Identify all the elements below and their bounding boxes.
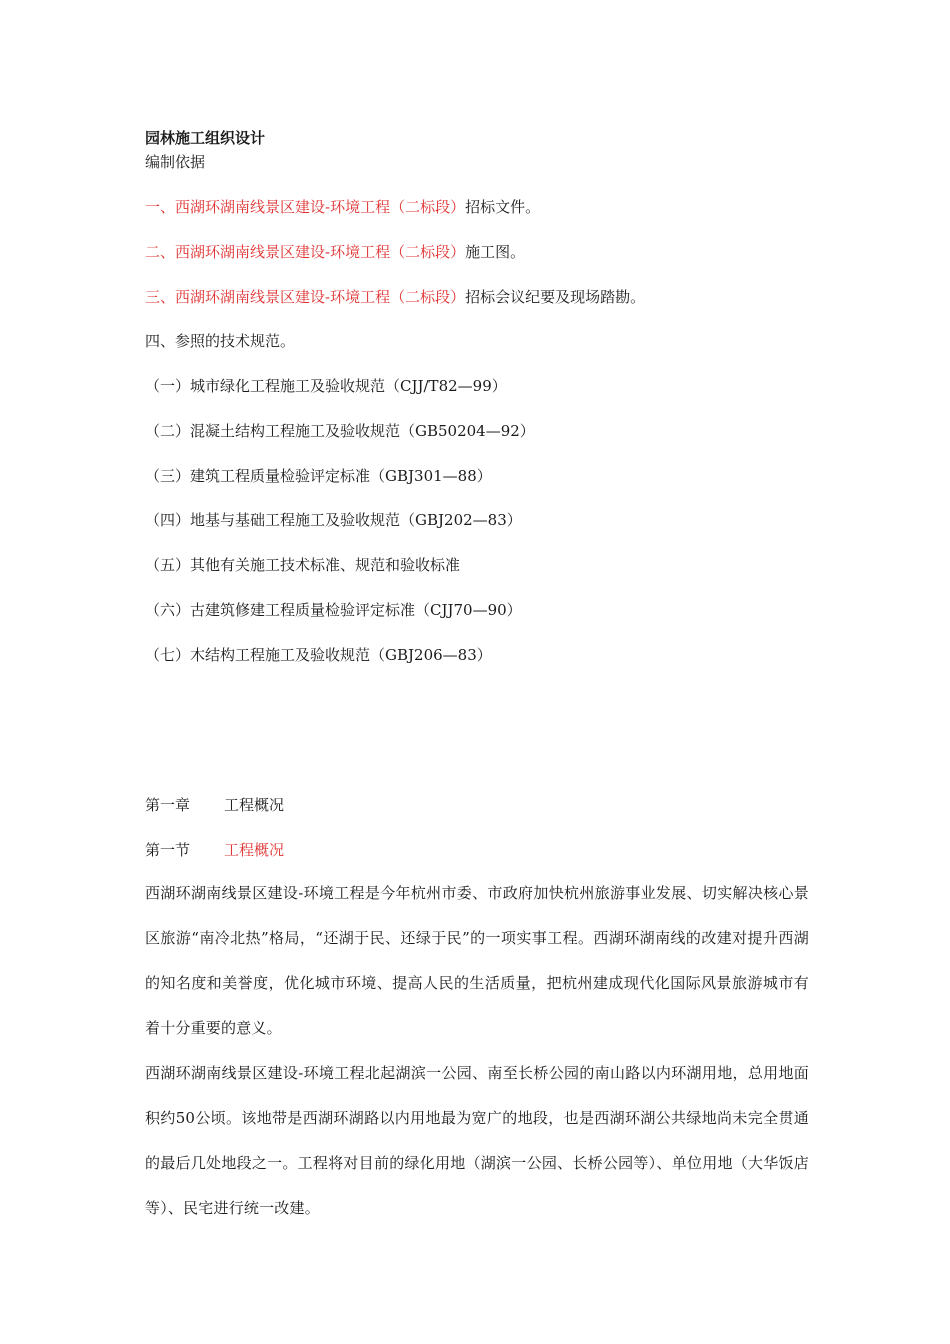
section-heading [145, 840, 284, 860]
basis-item-3-project: 三、西湖环湖南线景区建设-环境工程（二标段） [145, 288, 466, 306]
standard-item: （三）建筑工程质量检验评定标准（GBJ301—88） [145, 467, 492, 485]
document-title: 园林施工组织设计 [145, 129, 266, 147]
section-title: 工程概况 [224, 841, 285, 859]
basis-item-1-text: 招标文件。 [465, 198, 541, 216]
standard-item: （五）其他有关施工技术标准、规范和验收标准 [145, 556, 461, 574]
body-paragraph: 西湖环湖南线景区建设-环境工程是今年杭州市委、市政府加快杭州旅游事业发展、切实解决核心景区旅游“南冷北热”格局，“还湖于民、还绿于民”的一项实事工程。西湖环湖南线的改建对提升西湖的知名度和美誉度，优化城市环境、提高人民的生活质量，把杭州建成现代化国际风景旅游城市有着十分重要的意义。 [145, 884, 809, 1037]
standard-item: （二）混凝土结构工程施工及验收规范（GB50204—92） [145, 422, 535, 440]
chapter-label: 第一章 [145, 796, 191, 814]
basis-item-4: 四、参照的技术规范。 [145, 332, 296, 350]
basis-item-1-project: 一、西湖环湖南线景区建设-环境工程（二标段） [145, 198, 466, 216]
basis-item-2-text: 施工图。 [465, 243, 526, 261]
basis-item-3 [145, 287, 645, 307]
basis-heading: 编制依据 [145, 153, 206, 171]
basis-item-2 [145, 242, 525, 262]
section-label: 第一节 [145, 841, 191, 859]
chapter-heading [145, 795, 284, 815]
standard-item: （六）古建筑修建工程质量检验评定标准（CJJ70—90） [145, 601, 522, 619]
standard-item: （七）木结构工程施工及验收规范（GBJ206—83） [145, 646, 492, 664]
standard-item: （四）地基与基础工程施工及验收规范（GBJ202—83） [145, 511, 522, 529]
body-paragraph: 西湖环湖南线景区建设-环境工程北起湖滨一公园、南至长桥公园的南山路以内环湖用地，总用地面积约50公顷。该地带是西湖环湖路以内用地最为宽广的地段，也是西湖环湖公共绿地尚未完全贯通的最后几处地段之一。工程将对目前的绿化用地（湖滨一公园、长桥公园等）、单位用地（大华饭店等）、民宅进行统一改建。 [145, 1064, 809, 1217]
standard-item: （一）城市绿化工程施工及验收规范（CJJ/T82—99） [145, 377, 507, 395]
basis-item-1 [145, 197, 540, 217]
chapter-title: 工程概况 [224, 796, 285, 814]
basis-item-2-project: 二、西湖环湖南线景区建设-环境工程（二标段） [145, 243, 466, 261]
basis-item-3-text: 招标会议纪要及现场踏勘。 [465, 288, 646, 306]
